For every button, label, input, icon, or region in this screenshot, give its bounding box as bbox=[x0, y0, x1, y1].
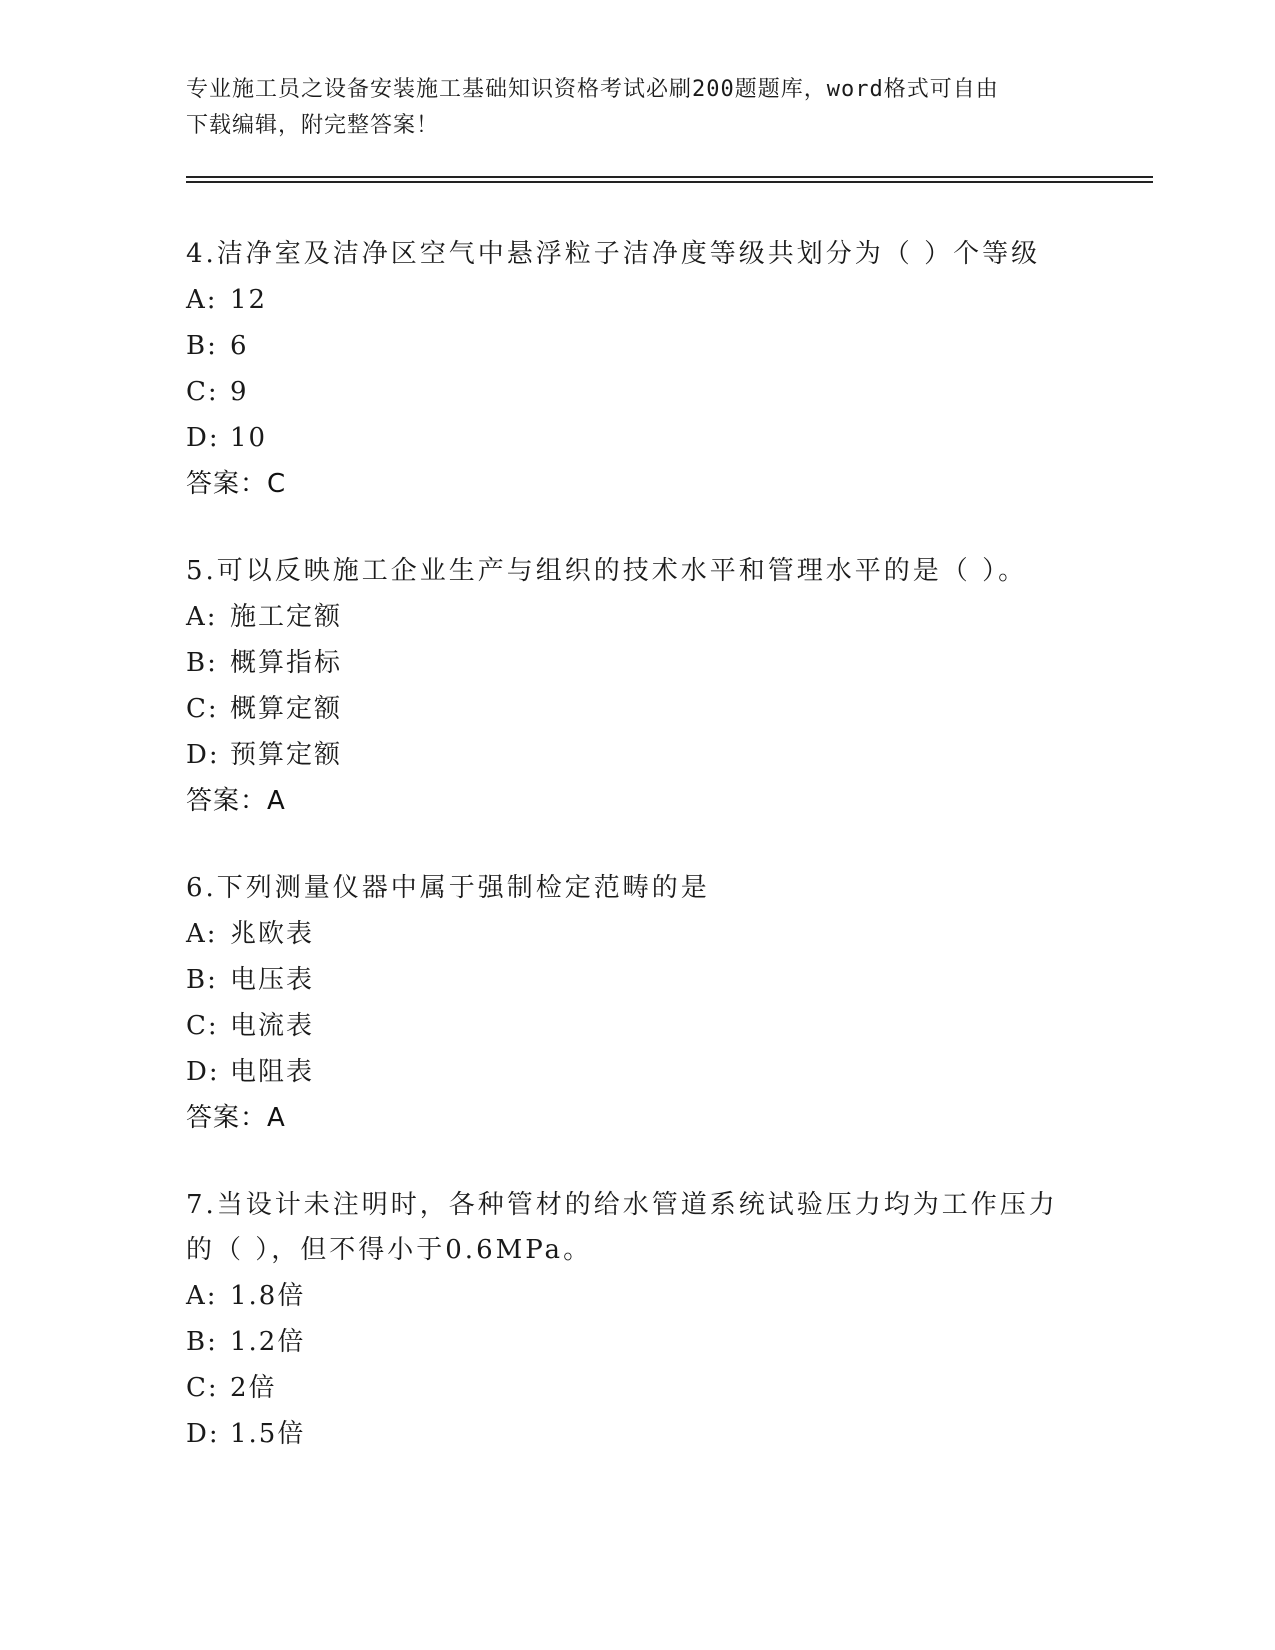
option-key: A: bbox=[186, 1281, 218, 1311]
option-key: A: bbox=[186, 602, 218, 632]
option-text: 1.5倍 bbox=[230, 1419, 306, 1449]
header-title-line-2: 下载编辑，附完整答案！ bbox=[186, 113, 440, 138]
question-6 bbox=[186, 866, 1086, 1141]
option-a bbox=[186, 594, 1086, 640]
option-text: 电阻表 bbox=[230, 1057, 315, 1087]
option-key: C: bbox=[186, 377, 219, 407]
question-5 bbox=[186, 549, 1086, 824]
option-a bbox=[186, 277, 1086, 323]
option-key: A: bbox=[186, 919, 218, 949]
option-b bbox=[186, 640, 1086, 686]
question-stem: 5.可以反映施工企业生产与组织的技术水平和管理水平的是（ ）。 bbox=[186, 556, 1028, 586]
option-d bbox=[186, 1411, 1086, 1457]
option-text: 1.8倍 bbox=[230, 1281, 306, 1311]
option-text: 电压表 bbox=[230, 965, 315, 995]
option-text: 2倍 bbox=[230, 1373, 277, 1403]
option-key: D: bbox=[186, 1057, 220, 1087]
option-text: 9 bbox=[230, 377, 249, 407]
option-text: 6 bbox=[230, 331, 249, 361]
question-stem: 6.下列测量仪器中属于强制检定范畴的是 bbox=[186, 873, 710, 903]
option-c bbox=[186, 1003, 1086, 1049]
option-b bbox=[186, 957, 1086, 1003]
option-text: 10 bbox=[230, 423, 268, 453]
question-4 bbox=[186, 232, 1086, 507]
question-stem: 4.洁净室及洁净区空气中悬浮粒子洁净度等级共划分为（ ）个等级 bbox=[186, 239, 1041, 269]
option-c bbox=[186, 686, 1086, 732]
document-header bbox=[186, 72, 1076, 144]
header-rule-bottom bbox=[186, 181, 1153, 183]
option-b bbox=[186, 323, 1086, 369]
header-rule-top bbox=[186, 176, 1153, 178]
header-title-line-1: 专业施工员之设备安装施工基础知识资格考试必刷200题题库，word格式可自由 bbox=[186, 77, 999, 102]
question-7 bbox=[186, 1183, 1086, 1457]
question-list bbox=[186, 232, 1086, 1499]
option-key: D: bbox=[186, 1419, 220, 1449]
option-key: C: bbox=[186, 1011, 219, 1041]
option-b bbox=[186, 1319, 1086, 1365]
option-text: 预算定额 bbox=[230, 740, 343, 770]
option-text: 兆欧表 bbox=[230, 919, 315, 949]
option-key: B: bbox=[186, 331, 218, 361]
answer: 答案：A bbox=[186, 786, 286, 816]
answer: 答案：A bbox=[186, 1103, 286, 1133]
option-text: 概算定额 bbox=[230, 694, 343, 724]
question-stem: 7.当设计未注明时，各种管材的给水管道系统试验压力均为工作压力的（ ），但不得小于0.6MPa。 bbox=[186, 1190, 1058, 1265]
option-c bbox=[186, 1365, 1086, 1411]
option-key: A: bbox=[186, 285, 218, 315]
option-a bbox=[186, 1273, 1086, 1319]
answer: 答案：C bbox=[186, 469, 287, 499]
option-key: D: bbox=[186, 423, 220, 453]
option-d bbox=[186, 415, 1086, 461]
option-d bbox=[186, 732, 1086, 778]
option-key: C: bbox=[186, 694, 219, 724]
option-c bbox=[186, 369, 1086, 415]
option-text: 电流表 bbox=[230, 1011, 315, 1041]
option-key: B: bbox=[186, 648, 218, 678]
option-key: D: bbox=[186, 740, 220, 770]
option-text: 1.2倍 bbox=[230, 1327, 306, 1357]
option-text: 施工定额 bbox=[230, 602, 343, 632]
option-d bbox=[186, 1049, 1086, 1095]
option-key: C: bbox=[186, 1373, 219, 1403]
option-key: B: bbox=[186, 1327, 218, 1357]
option-key: B: bbox=[186, 965, 218, 995]
option-text: 12 bbox=[230, 285, 268, 315]
option-a bbox=[186, 911, 1086, 957]
option-text: 概算指标 bbox=[230, 648, 343, 678]
